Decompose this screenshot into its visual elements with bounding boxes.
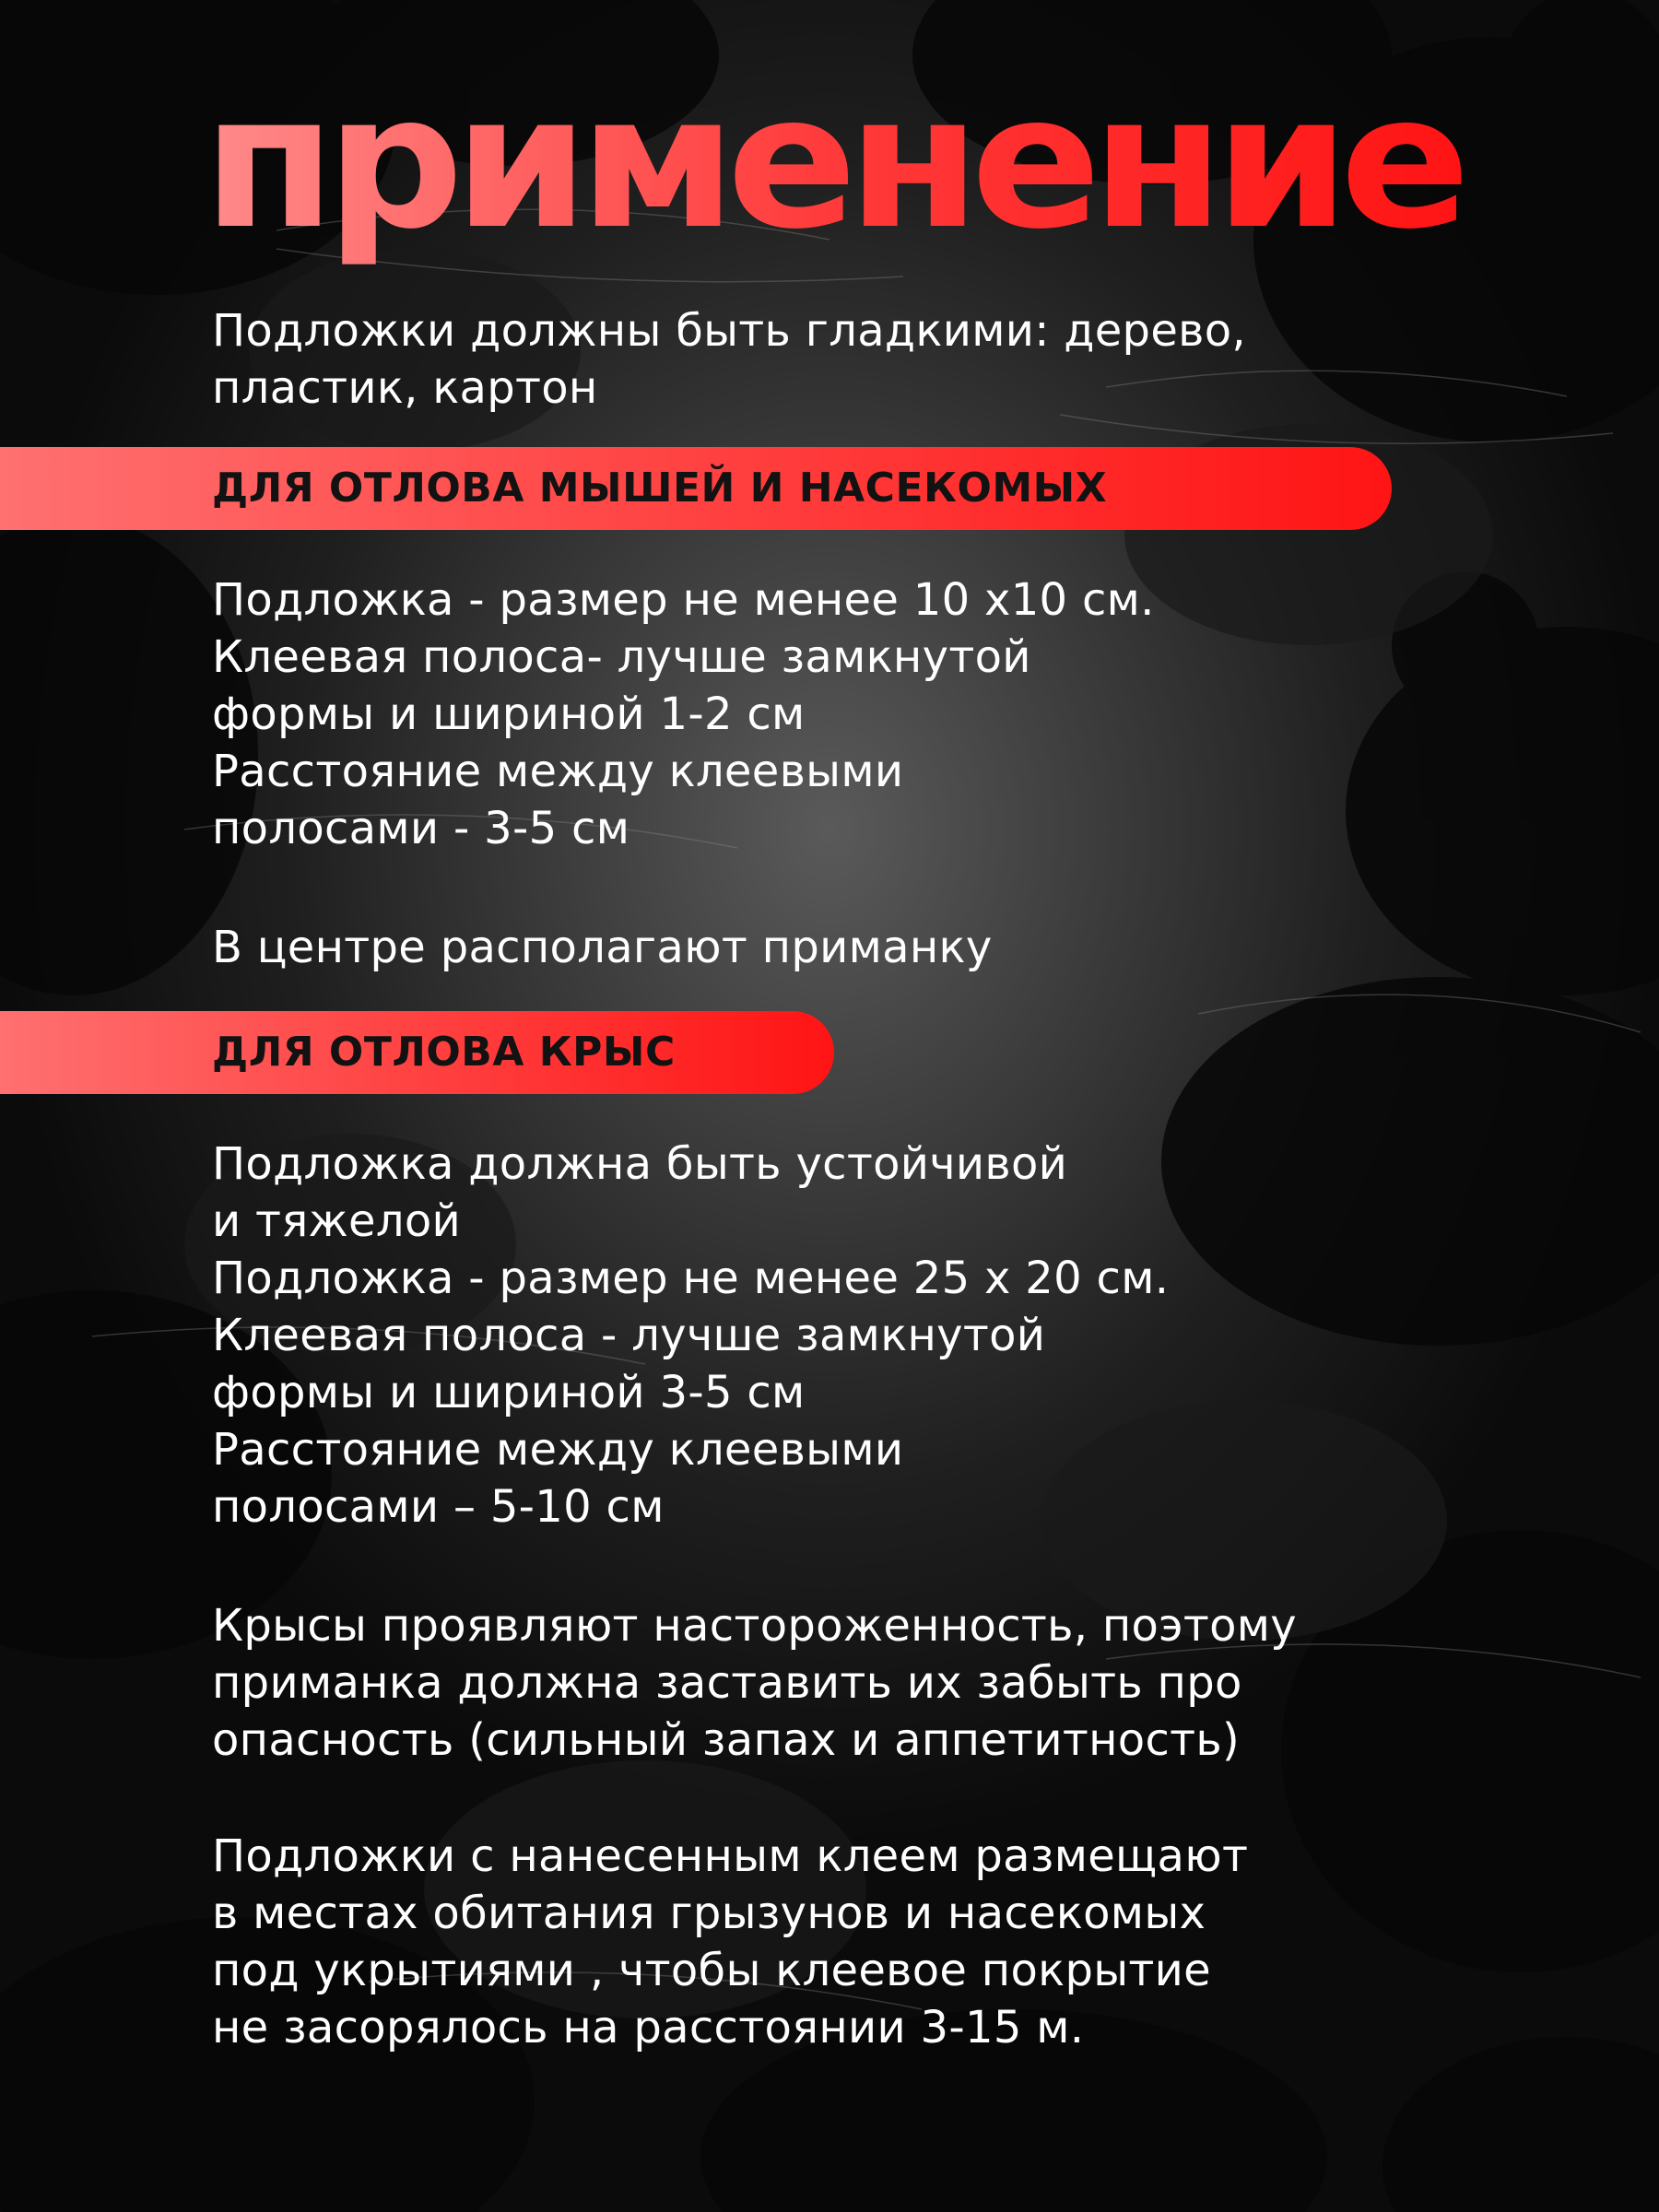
page-title [203, 65, 1493, 276]
section-heading-rats: ДЛЯ ОТЛОВА КРЫС [212, 1029, 676, 1076]
rats-line: полосами – 5-10 см [212, 1481, 665, 1533]
placement-line: Подложки с нанесенным клеем размещают [212, 1830, 1249, 1882]
placement-line: не засорялось на расстоянии 3-15 м. [212, 2002, 1085, 2053]
intro-line: пластик, картон [212, 362, 598, 414]
section-body-rats [212, 1135, 1169, 1535]
mice-line: Расстояние между клеевыми [212, 746, 904, 797]
intro-line: Подложки должны быть гладкими: дерево, [212, 305, 1246, 357]
rats-line: Расстояние между клеевыми [212, 1424, 904, 1476]
rats-line: Клеевая полоса - лучше замкнутой [212, 1310, 1046, 1361]
page-title-text: применение [203, 65, 1462, 270]
caution-line: приманка должна заставить их забыть про [212, 1657, 1242, 1709]
caution-line: опасность (сильный запах и аппетитность) [212, 1714, 1241, 1766]
mice-line: Подложка - размер не менее 10 х10 см. [212, 574, 1155, 626]
placement-text [212, 1828, 1248, 2056]
caution-line: Крысы проявляют настороженность, поэтому [212, 1600, 1298, 1652]
rats-line: Подложка - размер не менее 25 х 20 см. [212, 1253, 1170, 1304]
rats-line: формы и шириной 3-5 см [212, 1367, 806, 1418]
intro-text [212, 302, 1246, 417]
mice-line: Клеевая полоса- лучше замкнутой [212, 631, 1031, 683]
section-heading-mice: ДЛЯ ОТЛОВА МЫШЕЙ И НАСЕКОМЫХ [212, 465, 1108, 512]
section-body-mice [212, 571, 1155, 857]
rats-line: и тяжелой [212, 1195, 462, 1247]
rats-line: Подложка должна быть устойчивой [212, 1138, 1068, 1190]
bait-text: В центре располагают приманку [212, 922, 993, 973]
placement-line: в местах обитания грызунов и насекомых [212, 1888, 1206, 1939]
mice-line: полосами - 3-5 см [212, 803, 630, 854]
mice-line: формы и шириной 1-2 см [212, 688, 806, 740]
placement-line: под укрытиями , чтобы клеевое покрытие [212, 1945, 1211, 1996]
caution-text [212, 1597, 1297, 1769]
